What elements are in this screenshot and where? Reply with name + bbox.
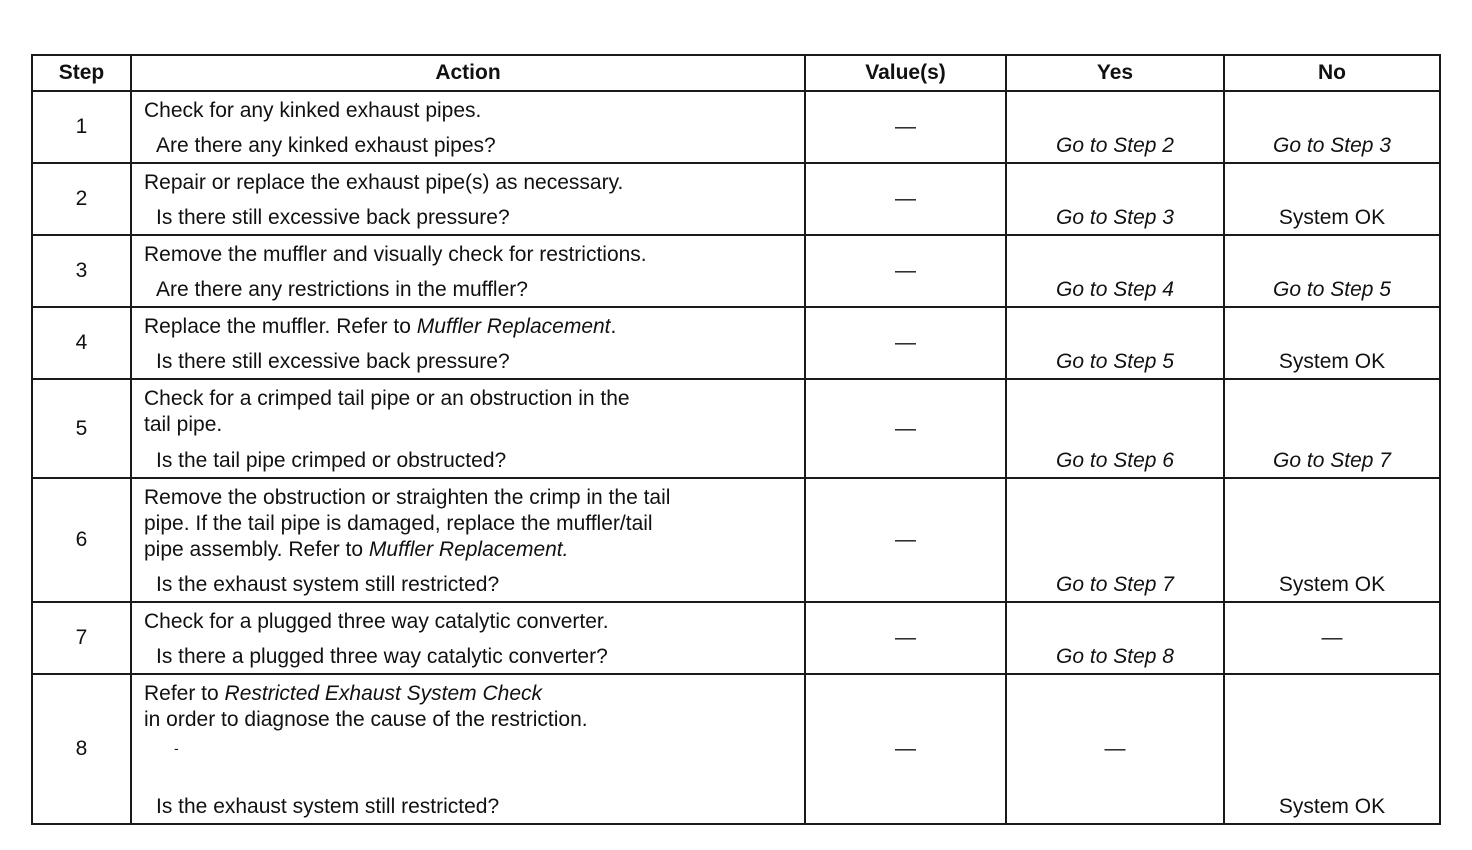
table-row [32,602,1440,674]
table-row [32,163,1440,235]
yes-cell: Go to Step 4 [1006,235,1224,307]
question-text: Is the tail pipe crimped or obstructed? [156,449,507,472]
action-cell [131,235,805,307]
step-number: 4 [32,307,131,379]
question-text: Is there a plugged three way catalytic converter? [156,645,608,668]
instruction-line [144,537,792,563]
yes-cell: Go to Step 7 [1006,478,1224,602]
instruction-text [144,479,792,563]
muffler-replacement-reference: Muffler Replacement [416,315,611,338]
instruction-text: Check for any kinked exhaust pipes. [144,99,482,122]
instruction-pre: Replace the muffler. Refer to [144,315,417,338]
step-number: 6 [32,478,131,602]
question-text: Is there still excessive back pressure? [156,206,510,229]
muffler-replacement-reference: Muffler Replacement. [368,538,569,561]
question-text: Is the exhaust system still restricted? [156,573,500,596]
no-cell: System OK [1224,163,1440,235]
no-cell: System OK [1224,674,1440,824]
stray-mark: - [174,740,179,756]
yes-cell: Go to Step 8 [1006,602,1224,674]
header-yes: Yes [1006,55,1224,91]
value-cell: — [805,307,1006,379]
question-text: Is there still excessive back pressure? [156,350,510,373]
instruction-text [144,675,792,755]
instruction-text: Remove the muffler and visually check for restrictions. [144,243,647,266]
instruction-line: tail pipe. [144,413,223,436]
step-number: 2 [32,163,131,235]
instruction-text [144,380,792,438]
action-cell [131,379,805,478]
question-text: Are there any kinked exhaust pipes? [156,134,496,157]
value-cell: — [805,235,1006,307]
no-cell: — [1224,602,1440,674]
table-row [32,91,1440,163]
instruction-line: pipe. If the tail pipe is damaged, replace the muffler/tail [144,512,653,535]
value-cell: — [805,674,1006,824]
instruction-line: Check for a crimped tail pipe or an obstruction in the [144,387,630,410]
step-number: 5 [32,379,131,478]
instruction-line [144,681,792,707]
yes-cell: — [1006,674,1224,824]
value-cell: — [805,478,1006,602]
header-action: Action [131,55,805,91]
step-number: 8 [32,674,131,824]
instruction-pre: pipe assembly. Refer to [144,538,369,561]
question-text: Is the exhaust system still restricted? [156,795,500,818]
instruction-post: . [610,315,617,338]
yes-cell: Go to Step 6 [1006,379,1224,478]
table-row [32,478,1440,602]
value-cell: — [805,379,1006,478]
value-cell: — [805,163,1006,235]
no-cell: System OK [1224,478,1440,602]
instruction-text [144,308,792,340]
no-cell: Go to Step 5 [1224,235,1440,307]
step-number: 7 [32,602,131,674]
header-row [32,55,1440,91]
instruction-text: Check for a plugged three way catalytic converter. [144,610,609,633]
action-cell [131,602,805,674]
yes-cell: Go to Step 2 [1006,91,1224,163]
action-cell [131,674,805,824]
no-cell: Go to Step 7 [1224,379,1440,478]
table-row [32,674,1440,824]
table-row [32,379,1440,478]
value-cell: — [805,91,1006,163]
header-no: No [1224,55,1440,91]
value-cell: — [805,602,1006,674]
action-cell [131,163,805,235]
header-step: Step [32,55,131,91]
action-cell [131,91,805,163]
instruction-text: Repair or replace the exhaust pipe(s) as necessary. [144,171,624,194]
action-cell [131,307,805,379]
step-number: 3 [32,235,131,307]
yes-cell: Go to Step 3 [1006,163,1224,235]
restricted-exhaust-check-reference: Restricted Exhaust System Check [224,682,542,705]
instruction-line: Remove the obstruction or straighten the crimp in the tail [144,486,671,509]
table-row [32,235,1440,307]
no-cell: System OK [1224,307,1440,379]
diagnostic-table [31,54,1441,825]
question-text: Are there any restrictions in the muffler? [156,278,528,301]
yes-cell: Go to Step 5 [1006,307,1224,379]
no-cell: Go to Step 3 [1224,91,1440,163]
instruction-pre: Refer to [144,682,225,705]
instruction-line: in order to diagnose the cause of the restriction. [144,708,588,731]
header-values: Value(s) [805,55,1006,91]
step-number: 1 [32,91,131,163]
action-cell [131,478,805,602]
table-row [32,307,1440,379]
